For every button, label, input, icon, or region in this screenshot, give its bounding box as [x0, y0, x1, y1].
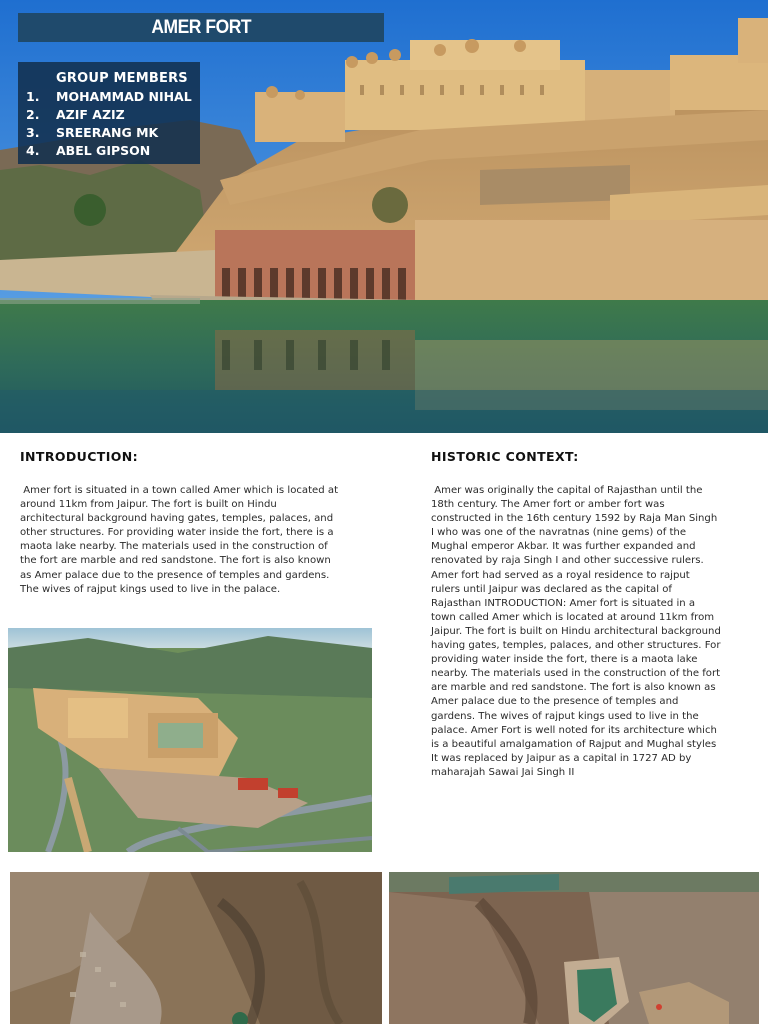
member-name: MOHAMMAD NIHAL	[56, 89, 192, 104]
satellite-map-left	[10, 872, 382, 1024]
member-number: 2.	[26, 107, 40, 122]
member-number: 1.	[26, 89, 40, 104]
introduction-heading: INTRODUCTION:	[20, 449, 139, 464]
group-members-box	[18, 62, 200, 164]
group-members-list	[26, 88, 192, 160]
list-item	[26, 142, 192, 160]
satellite-map-right	[389, 872, 759, 1024]
list-item	[26, 124, 192, 142]
historic-context-heading: HISTORIC CONTEXT:	[431, 449, 579, 464]
aerial-fort-photo	[8, 628, 372, 852]
member-number: 4.	[26, 143, 40, 158]
historic-context-text: Amer was originally the capital of Rajasthan until the 18th century. The Amer fort or amber fort was constructed in the 16th century 1592 by Raja Man Singh I who was one of the navratnas (nine gems) of the Mughal emperor Akbar. It was further expanded and renovated by raja Singh I and other successive rulers. Amer fort had served as a royal residence to rajput rulers until Jaipur was declared as the capital of Rajasthan INTRODUCTION: Amer fort is situated in a town called Amer which is located at around 11km from Jaipur. The fort is built on Hindu architectural background having gates, temples, palaces, and other structures. For providing water inside the fort, there is a maota lake nearby. The materials used in the construction of the fort are marble and red sandstone. The fort is also known as Amer palace due to the presence of temples and gardens. The wives of rajput kings used to live in the palace. Amer Fort is well noted for its architecture which is a beautiful amalgamation of Rajput and Mughal styles It was replaced by Jaipur as a capital in 1727 AD by maharajah Sawai Jai Singh II	[431, 485, 725, 778]
list-item	[26, 88, 192, 106]
list-item	[26, 106, 192, 124]
title-banner	[18, 13, 384, 42]
member-name: AZIF AZIZ	[56, 107, 125, 122]
page-title: AMER FORT	[151, 16, 251, 38]
member-name: ABEL GIPSON	[56, 143, 151, 158]
introduction-text: Amer fort is situated in a town called Amer which is located at around 11km from Jaipur. The fort is built on Hindu architectural background having gates, temples, palaces, and other structures. For providing water inside the fort, there is a maota lake nearby. The materials used in the construction of the fort are marble and red sandstone. The fort is also known as Amer palace due to the presence of temples and gardens. The wives of rajput kings used to live in the palace.	[20, 485, 342, 595]
group-members-heading: GROUP MEMBERS	[56, 71, 188, 86]
member-number: 3.	[26, 125, 40, 140]
member-name: SREERANG MK	[56, 125, 159, 140]
hero-photo	[0, 0, 768, 433]
